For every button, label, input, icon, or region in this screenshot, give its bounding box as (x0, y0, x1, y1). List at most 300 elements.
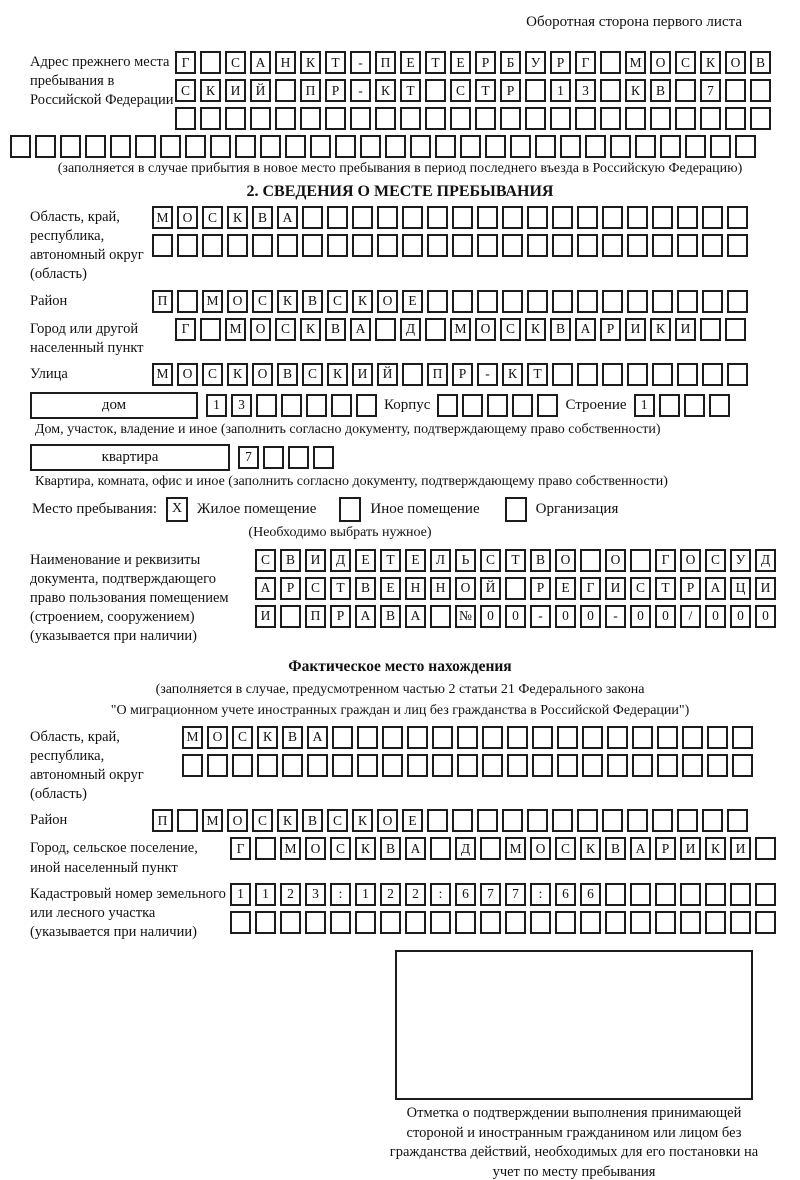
char-cell: С (175, 79, 196, 102)
apartment-row (0, 444, 800, 471)
char-cell (430, 837, 451, 860)
char-cell (175, 107, 196, 130)
char-cell (232, 754, 253, 777)
char-cell (407, 754, 428, 777)
char-cell (437, 394, 458, 417)
char-cell (652, 809, 673, 832)
char-cell: Р (530, 577, 551, 600)
char-cell (177, 234, 198, 257)
char-cell: Т (527, 363, 548, 386)
cell-row (255, 605, 776, 628)
char-cell (630, 883, 651, 906)
char-cell (627, 809, 648, 832)
char-cell: К (650, 318, 671, 341)
char-cell (580, 549, 601, 572)
char-cell: О (530, 837, 551, 860)
char-cell (627, 290, 648, 313)
char-cell (655, 883, 676, 906)
char-cell: - (530, 605, 551, 628)
char-cell: К (227, 363, 248, 386)
char-cell: П (152, 290, 173, 313)
char-cell (730, 911, 751, 934)
char-cell (210, 135, 231, 158)
char-cell (325, 107, 346, 130)
char-cell (602, 809, 623, 832)
char-cell (405, 911, 426, 934)
char-cell (627, 363, 648, 386)
char-cell: Р (600, 318, 621, 341)
char-cell: Е (450, 51, 471, 74)
actual-location-note (0, 680, 800, 721)
char-cell (327, 206, 348, 229)
char-cell: Т (400, 79, 421, 102)
char-cell: М (225, 318, 246, 341)
char-cell: Й (250, 79, 271, 102)
char-cell: С (275, 318, 296, 341)
char-cell: А (350, 318, 371, 341)
char-cell (352, 206, 373, 229)
char-cell (357, 754, 378, 777)
char-cell (575, 107, 596, 130)
char-cell: О (680, 549, 701, 572)
char-cell: О (177, 206, 198, 229)
char-cell (475, 107, 496, 130)
char-cell (230, 911, 251, 934)
char-cell (335, 135, 356, 158)
char-cell (235, 135, 256, 158)
char-cell (457, 726, 478, 749)
char-cell (356, 394, 377, 417)
char-cell: С (202, 363, 223, 386)
char-cell: С (252, 290, 273, 313)
stay-type-label: Место пребывания: (32, 500, 157, 517)
char-cell: 1 (550, 79, 571, 102)
char-cell (675, 107, 696, 130)
char-cell: К (227, 206, 248, 229)
char-cell: Е (555, 577, 576, 600)
char-cell: Т (330, 577, 351, 600)
char-cell (557, 754, 578, 777)
char-cell: Д (400, 318, 421, 341)
char-cell (707, 754, 728, 777)
char-cell (580, 911, 601, 934)
char-cell: А (405, 837, 426, 860)
prev-address-cell-rows (175, 51, 771, 130)
char-cell: 0 (755, 605, 776, 628)
char-cell (450, 107, 471, 130)
char-cell (281, 394, 302, 417)
char-cell (525, 107, 546, 130)
char-cell: В (530, 549, 551, 572)
section2-title: 2. СВЕДЕНИЯ О МЕСТЕ ПРЕБЫВАНИЯ (246, 183, 554, 200)
cell-row (255, 549, 776, 572)
char-cell (577, 363, 598, 386)
char-cell: У (525, 51, 546, 74)
char-cell (555, 911, 576, 934)
option-label-zhiloe: Жилое помещение (197, 500, 317, 517)
char-cell (307, 754, 328, 777)
char-cell: М (625, 51, 646, 74)
char-cell (725, 107, 746, 130)
char-cell (530, 911, 551, 934)
char-cell (182, 754, 203, 777)
char-cell: 3 (231, 394, 252, 417)
char-cell (600, 107, 621, 130)
char-cell (400, 107, 421, 130)
char-cell (705, 883, 726, 906)
char-cell: С (450, 79, 471, 102)
char-cell (512, 394, 533, 417)
char-cell: В (550, 318, 571, 341)
stroenie-label: Строение (565, 396, 627, 413)
char-cell: В (282, 726, 303, 749)
char-cell (452, 234, 473, 257)
cell-row (152, 206, 748, 229)
char-cell: С (252, 809, 273, 832)
char-cell (755, 883, 776, 906)
char-cell (432, 754, 453, 777)
char-cell (632, 754, 653, 777)
char-cell (660, 135, 681, 158)
char-cell (675, 79, 696, 102)
char-cell (85, 135, 106, 158)
char-cell (680, 911, 701, 934)
char-cell (227, 234, 248, 257)
char-cell (702, 809, 723, 832)
char-cell: 1 (255, 883, 276, 906)
char-cell: Е (402, 290, 423, 313)
cell-row (152, 363, 748, 386)
char-cell: Ь (455, 549, 476, 572)
char-cell (477, 234, 498, 257)
char-cell: О (250, 318, 271, 341)
char-cell: К (200, 79, 221, 102)
char-cell (535, 135, 556, 158)
char-cell: К (352, 290, 373, 313)
char-cell (200, 107, 221, 130)
char-cell: С (630, 577, 651, 600)
char-cell: 0 (580, 605, 601, 628)
char-cell (755, 837, 776, 860)
char-cell (635, 135, 656, 158)
char-cell: А (630, 837, 651, 860)
char-cell (380, 911, 401, 934)
char-cell (280, 605, 301, 628)
char-cell: 2 (405, 883, 426, 906)
char-cell: У (730, 549, 751, 572)
char-cell (710, 135, 731, 158)
char-cell (402, 363, 423, 386)
char-cell (552, 809, 573, 832)
char-cell (602, 290, 623, 313)
char-cell: К (327, 363, 348, 386)
char-cell: Н (405, 577, 426, 600)
checkbox-organizatsiya (505, 497, 527, 522)
char-cell (306, 394, 327, 417)
char-cell: Р (325, 79, 346, 102)
char-cell (577, 809, 598, 832)
char-cell (382, 754, 403, 777)
char-cell: С (555, 837, 576, 860)
char-cell (602, 206, 623, 229)
confirmation-stamp-caption: Отметка о подтверждении выполнения принимающей стороной и иностранным гражданином или лицом без гражданства действий, необходимых для его постановки на учет по месту пребывания (389, 1105, 759, 1180)
char-cell: М (280, 837, 301, 860)
region-field (0, 206, 800, 285)
char-cell (630, 911, 651, 934)
char-cell: Г (655, 549, 676, 572)
char-cell: С (480, 549, 501, 572)
cell-row (175, 107, 771, 130)
char-cell: С (255, 549, 276, 572)
cadastral-cell-rows (230, 883, 776, 934)
char-cell (225, 107, 246, 130)
char-cell (425, 107, 446, 130)
char-cell: 7 (480, 883, 501, 906)
char-cell: П (427, 363, 448, 386)
char-cell: С (675, 51, 696, 74)
char-cell: Т (655, 577, 676, 600)
char-cell (487, 394, 508, 417)
char-cell (505, 911, 526, 934)
char-cell: В (325, 318, 346, 341)
char-cell (702, 234, 723, 257)
char-cell: 7 (505, 883, 526, 906)
char-cell (177, 290, 198, 313)
char-cell: В (605, 837, 626, 860)
char-cell (735, 135, 756, 158)
char-cell: Р (550, 51, 571, 74)
char-cell: Р (680, 577, 701, 600)
cell-row-full-width (10, 135, 800, 158)
char-cell (302, 234, 323, 257)
apartment-note: Квартира, комната, офис и иное (заполнить согласно документу, подтверждающему право собственности) (35, 473, 668, 489)
char-cell (657, 726, 678, 749)
char-cell (502, 809, 523, 832)
char-cell (402, 234, 423, 257)
char-cell (430, 605, 451, 628)
char-cell (300, 107, 321, 130)
char-cell: В (380, 837, 401, 860)
char-cell (677, 234, 698, 257)
char-cell: : (430, 883, 451, 906)
char-cell: В (750, 51, 771, 74)
actual-location-note-line2: "О миграционном учете иностранных граждан и лиц без гражданства в Российской Федерации") (110, 702, 690, 718)
char-cell: К (705, 837, 726, 860)
char-cell (532, 754, 553, 777)
char-cell (510, 135, 531, 158)
char-cell: Е (380, 577, 401, 600)
char-cell (477, 809, 498, 832)
cell-row (175, 79, 771, 102)
char-cell (507, 726, 528, 749)
street-label: Улица (30, 365, 68, 382)
char-cell: С (305, 577, 326, 600)
char-cell: 0 (555, 605, 576, 628)
district-field (0, 290, 800, 313)
char-cell: 7 (700, 79, 721, 102)
char-cell: А (405, 605, 426, 628)
char-cell: А (250, 51, 271, 74)
prev-address-label: Адрес прежнего места пребывания в Российской Федерации (30, 54, 174, 109)
char-cell: О (605, 549, 626, 572)
char-cell: К (580, 837, 601, 860)
char-cell (700, 107, 721, 130)
char-cell: В (355, 577, 376, 600)
char-cell: О (227, 809, 248, 832)
char-cell (685, 135, 706, 158)
char-cell (525, 79, 546, 102)
char-cell: О (725, 51, 746, 74)
char-cell (457, 754, 478, 777)
cell-row (230, 911, 776, 934)
char-cell: 3 (305, 883, 326, 906)
char-cell (435, 135, 456, 158)
char-cell (725, 318, 746, 341)
char-cell (177, 809, 198, 832)
char-cell (377, 234, 398, 257)
char-cell (327, 234, 348, 257)
char-cell (684, 394, 705, 417)
char-cell (537, 394, 558, 417)
cell-row (152, 234, 748, 257)
char-cell: Г (575, 51, 596, 74)
char-cell: 0 (730, 605, 751, 628)
actual-location-title: Фактическое место нахождения (288, 658, 512, 676)
char-cell (502, 234, 523, 257)
char-cell (462, 394, 483, 417)
char-cell: А (277, 206, 298, 229)
char-cell (352, 234, 373, 257)
char-cell: Е (405, 549, 426, 572)
char-cell: 0 (655, 605, 676, 628)
char-cell (727, 206, 748, 229)
char-cell (432, 726, 453, 749)
char-cell: Р (280, 577, 301, 600)
char-cell: И (255, 605, 276, 628)
char-cell (477, 206, 498, 229)
korpus-label: Корпус (384, 396, 431, 413)
char-cell (427, 290, 448, 313)
char-cell: О (207, 726, 228, 749)
char-cell: М (152, 363, 173, 386)
char-cell: 0 (630, 605, 651, 628)
char-cell: С (705, 549, 726, 572)
char-cell (605, 883, 626, 906)
char-cell: В (277, 363, 298, 386)
house-note: Дом, участок, владение и иное (заполнить согласно документу, подтверждающему право собственности) (35, 421, 661, 437)
checkbox-inoe-pomeshchenie (339, 497, 361, 522)
house-row (0, 392, 800, 419)
char-cell: 7 (238, 446, 259, 469)
cell-row (182, 726, 753, 749)
char-cell: - (477, 363, 498, 386)
char-cell (110, 135, 131, 158)
char-cell: С (232, 726, 253, 749)
char-cell (250, 107, 271, 130)
char-cell: И (680, 837, 701, 860)
char-cell (410, 135, 431, 158)
region2-cell-rows (182, 726, 753, 777)
char-cell (607, 754, 628, 777)
char-cell: Т (505, 549, 526, 572)
city2-label: Город, сельское поселение, иной населенный пункт (30, 840, 198, 876)
char-cell (550, 107, 571, 130)
apartment-cells (238, 446, 334, 469)
char-cell: А (705, 577, 726, 600)
char-cell (288, 446, 309, 469)
char-cell (360, 135, 381, 158)
char-cell: О (177, 363, 198, 386)
char-cell: К (277, 809, 298, 832)
cell-row (182, 754, 753, 777)
district2-field (0, 809, 800, 832)
char-cell (452, 809, 473, 832)
char-cell (627, 206, 648, 229)
char-cell (255, 911, 276, 934)
char-cell (657, 754, 678, 777)
char-cell: Д (755, 549, 776, 572)
char-cell: О (455, 577, 476, 600)
region-label: Область, край, республика, автономный округ (область) (30, 209, 144, 283)
char-cell: А (255, 577, 276, 600)
char-cell (385, 135, 406, 158)
char-cell: И (625, 318, 646, 341)
char-cell: С (330, 837, 351, 860)
char-cell: Т (325, 51, 346, 74)
char-cell: Е (400, 51, 421, 74)
char-cell: 3 (575, 79, 596, 102)
char-cell: В (252, 206, 273, 229)
char-cell: А (355, 605, 376, 628)
char-cell (552, 290, 573, 313)
char-cell: К (355, 837, 376, 860)
char-cell: Т (380, 549, 401, 572)
char-cell: С (302, 363, 323, 386)
char-cell (200, 51, 221, 74)
char-cell (577, 206, 598, 229)
char-cell: Е (402, 809, 423, 832)
char-cell: 1 (355, 883, 376, 906)
char-cell: К (375, 79, 396, 102)
char-cell: 1 (206, 394, 227, 417)
char-cell: К (300, 51, 321, 74)
checkbox-zhiloe-pomeshchenie: X (166, 497, 188, 522)
char-cell: Й (480, 577, 501, 600)
char-cell (755, 911, 776, 934)
char-cell: В (302, 290, 323, 313)
char-cell (375, 318, 396, 341)
char-cell: К (257, 726, 278, 749)
district2-label: Район (30, 812, 68, 829)
char-cell (505, 577, 526, 600)
char-cell (452, 206, 473, 229)
cell-row (255, 577, 776, 600)
char-cell: И (605, 577, 626, 600)
char-cell: 2 (380, 883, 401, 906)
char-cell (552, 206, 573, 229)
cadastral-label: Кадастровый номер земельного или лесного участка (указывается при наличии) (30, 885, 226, 940)
char-cell: Т (425, 51, 446, 74)
char-cell (730, 883, 751, 906)
char-cell (430, 911, 451, 934)
city-field (0, 318, 800, 358)
char-cell (600, 51, 621, 74)
char-cell (60, 135, 81, 158)
char-cell: 0 (505, 605, 526, 628)
char-cell: П (152, 809, 173, 832)
cell-row (175, 51, 771, 74)
char-cell (507, 754, 528, 777)
